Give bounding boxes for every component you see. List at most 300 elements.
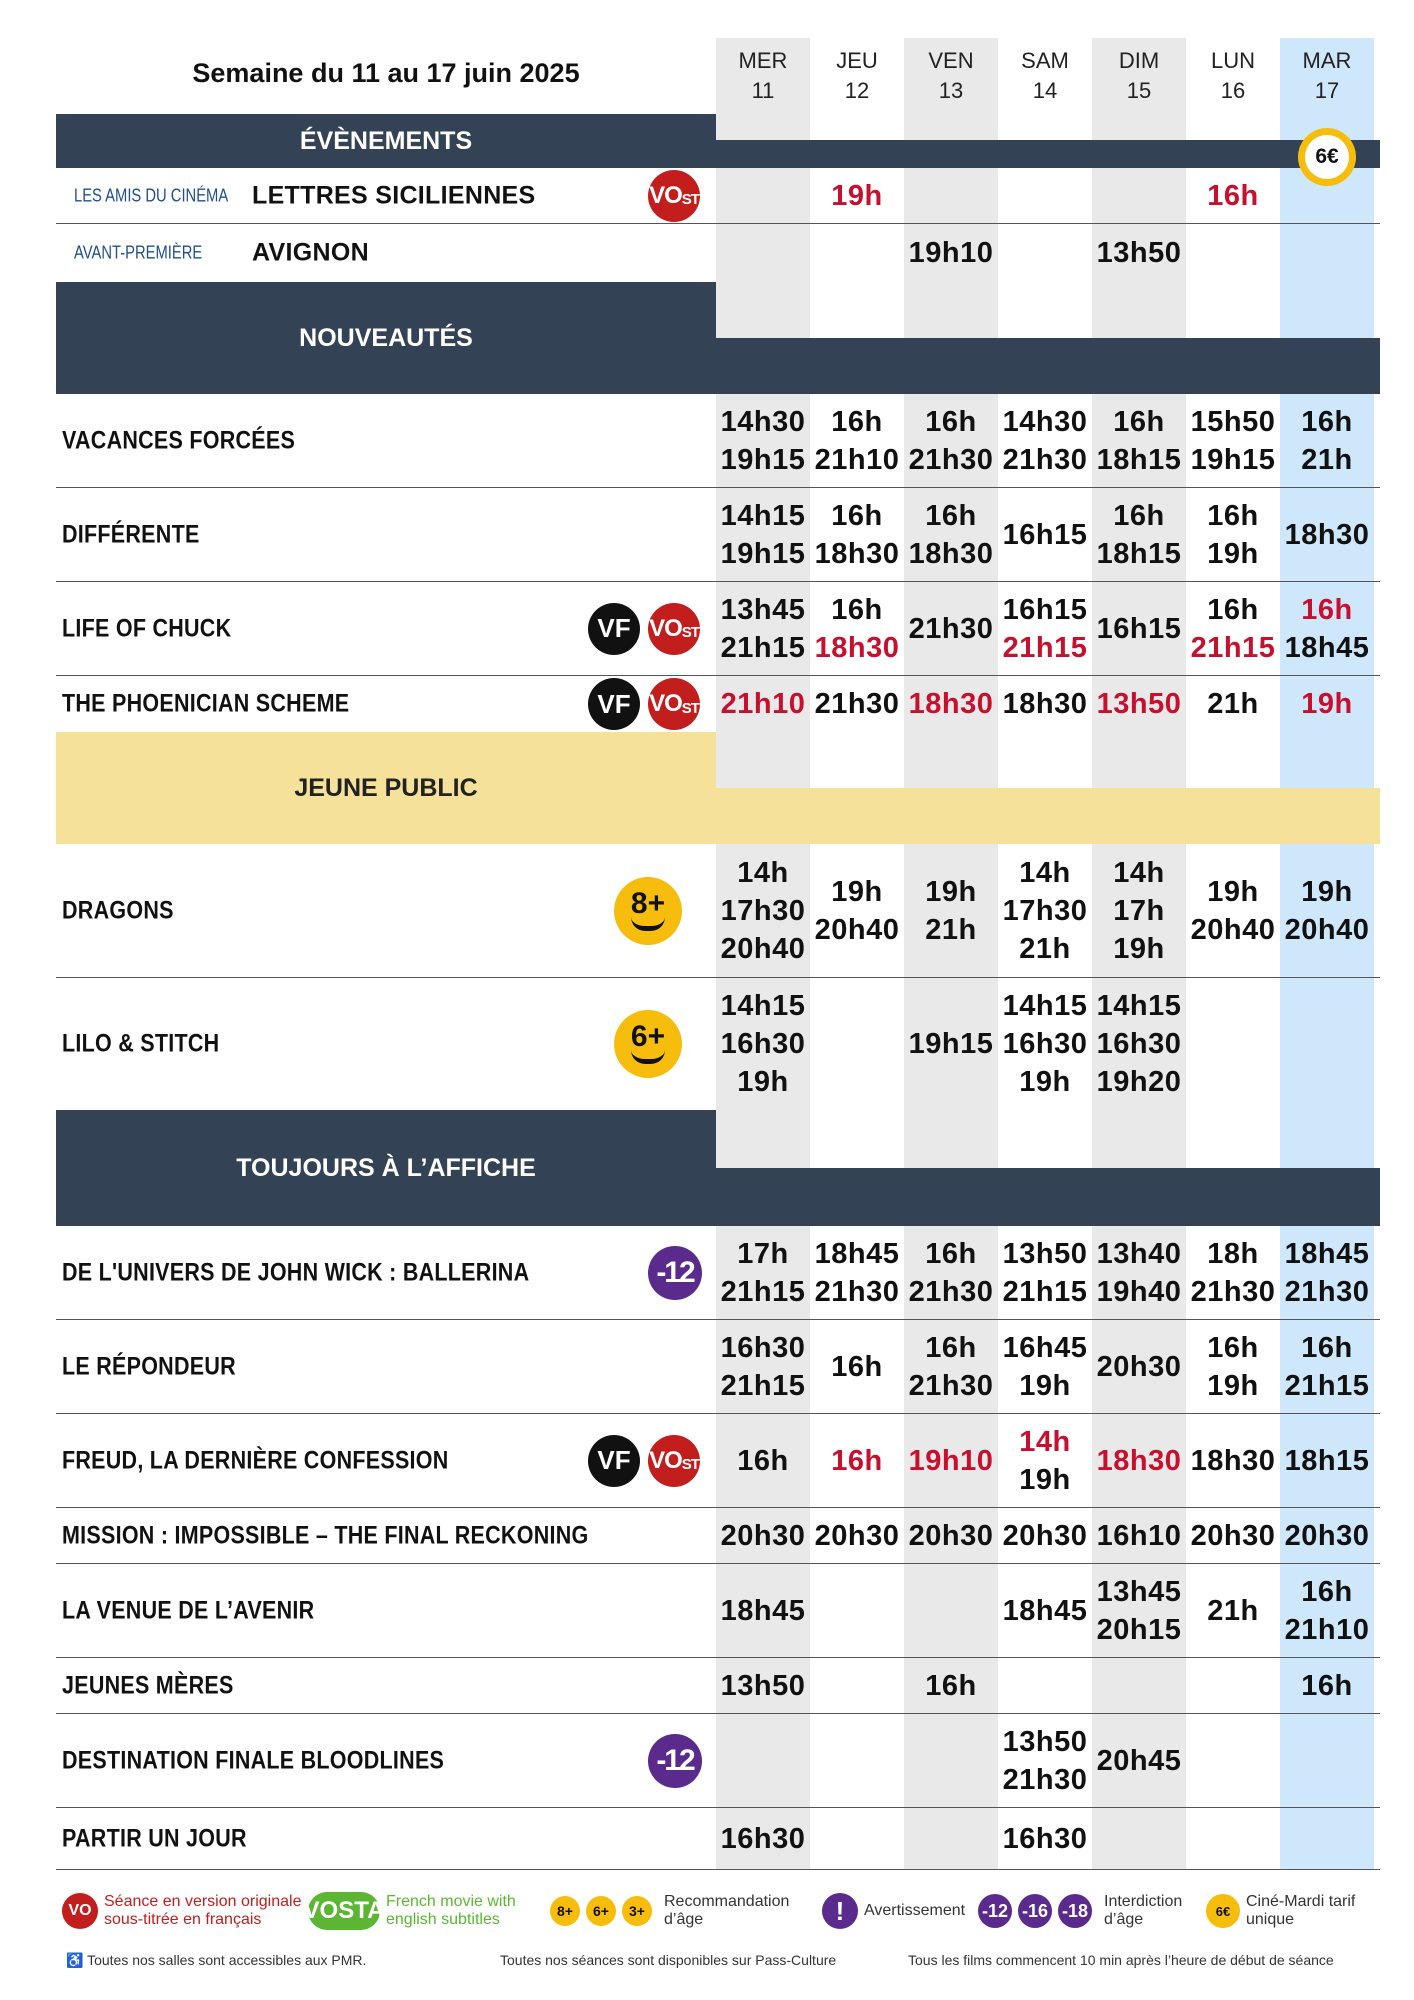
showtime[interactable]: 16h: [925, 405, 977, 438]
showtime-cell: [1186, 978, 1280, 1110]
legend-warning: ! Avertissement: [822, 1888, 965, 1934]
showtime[interactable]: 19h10: [908, 237, 994, 269]
showtime[interactable]: 21h: [1207, 688, 1259, 720]
film-row-freud[interactable]: [56, 1414, 1380, 1508]
showtime[interactable]: 16h: [831, 1444, 883, 1477]
showtime[interactable]: 18h30: [814, 631, 900, 664]
film-row-avignon[interactable]: [56, 224, 1380, 282]
showtime-cell[interactable]: [1280, 844, 1374, 977]
age-3-icon: 3+: [622, 1896, 652, 1926]
showtime-cell[interactable]: [1186, 1564, 1280, 1657]
showtime-cell[interactable]: [904, 844, 998, 977]
showtime-cell[interactable]: [998, 582, 1092, 675]
showtime-cell: [998, 168, 1092, 223]
showtime[interactable]: 20h40: [1284, 913, 1370, 946]
showtime[interactable]: 16h15: [1002, 593, 1088, 626]
showtime[interactable]: 14h15: [1096, 990, 1182, 1022]
showtime[interactable]: 16h: [1113, 499, 1165, 532]
showtime-cell[interactable]: [1186, 582, 1280, 675]
showtime-cell[interactable]: [716, 1320, 810, 1413]
minus-12-icon: -12: [978, 1894, 1012, 1928]
showtime-cell[interactable]: [1092, 844, 1186, 977]
showtime-cell[interactable]: [716, 1808, 810, 1869]
section-new-band: [716, 338, 1380, 394]
showtime[interactable]: 14h30: [1002, 405, 1088, 438]
showtime-cell[interactable]: [810, 1320, 904, 1413]
showtime[interactable]: 19h: [1019, 1369, 1071, 1402]
showtime-cell[interactable]: [904, 1320, 998, 1413]
showtime[interactable]: 21h30: [908, 1369, 994, 1402]
showtime[interactable]: 19h10: [908, 1444, 994, 1477]
showtime-cell[interactable]: [716, 1226, 810, 1319]
film-row-ballerina[interactable]: [56, 1226, 1380, 1320]
showtime-cell[interactable]: [716, 676, 810, 732]
showtime-cell: [810, 224, 904, 282]
showtime[interactable]: 20h30: [720, 1519, 806, 1552]
film-row-phoenician-scheme[interactable]: [56, 676, 1380, 732]
showtime-cell[interactable]: [1092, 394, 1186, 487]
showtime[interactable]: 13h50: [1096, 688, 1182, 720]
showtime-cell[interactable]: [1280, 1508, 1374, 1563]
showtime[interactable]: 18h45: [814, 1237, 900, 1270]
showtime-cell[interactable]: [716, 844, 810, 977]
showtime[interactable]: 20h30: [1190, 1519, 1276, 1552]
showtime[interactable]: 18h15: [1284, 1444, 1370, 1477]
showtime[interactable]: 16h: [1301, 405, 1353, 438]
showtime[interactable]: 18h45: [1002, 1594, 1088, 1627]
showtime-cell[interactable]: [810, 168, 904, 223]
showtime-cell: [998, 1658, 1092, 1713]
showtime-cell[interactable]: [1280, 1658, 1374, 1713]
showtime-cell[interactable]: [716, 488, 810, 581]
showtime[interactable]: 16h: [831, 593, 883, 626]
minus-18-icon: -18: [1058, 1894, 1092, 1928]
showtime[interactable]: 20h30: [1284, 1519, 1370, 1552]
showtime[interactable]: 16h: [831, 405, 883, 438]
showtime-cell[interactable]: [1186, 394, 1280, 487]
minus-12-icon: -12: [648, 1246, 702, 1300]
day-header-sat: SAM 14: [1021, 48, 1069, 103]
showtime-cell[interactable]: [904, 394, 998, 487]
showtime-cell[interactable]: [904, 224, 998, 282]
showtime[interactable]: 20h15: [1096, 1613, 1182, 1646]
showtime-cell: [1186, 224, 1280, 282]
showtime-cell[interactable]: [904, 978, 998, 1110]
film-title: AVIGNON: [252, 238, 369, 267]
showtime[interactable]: 16h10: [1096, 1519, 1182, 1552]
film-title: LIFE OF CHUCK: [62, 614, 232, 642]
section-events: ÉVÈNEMENTS: [56, 114, 716, 168]
showtime-cell[interactable]: [904, 582, 998, 675]
cine-mardi-price-badge: 6€: [1298, 128, 1356, 186]
showtime[interactable]: 16h30: [720, 1822, 806, 1855]
showtime-cell[interactable]: [1280, 1414, 1374, 1507]
section-events-band: [716, 140, 1380, 168]
section-new: NOUVEAUTÉS: [56, 282, 716, 394]
showtime[interactable]: 16h30: [1096, 1028, 1182, 1060]
film-row-life-of-chuck[interactable]: [56, 582, 1380, 676]
showtime-cell[interactable]: [716, 1414, 810, 1507]
showtime-cell[interactable]: [998, 394, 1092, 487]
film-row-differente[interactable]: [56, 488, 1380, 582]
showtime[interactable]: 14h: [1019, 1425, 1071, 1458]
showtime[interactable]: 16h15: [1002, 518, 1088, 551]
showtime[interactable]: 21h10: [1284, 1613, 1370, 1646]
showtime[interactable]: 13h50: [1002, 1725, 1088, 1758]
showtime-cell[interactable]: [1280, 1564, 1374, 1657]
showtime[interactable]: 20h45: [1096, 1744, 1182, 1777]
showtime-cell[interactable]: [716, 978, 810, 1110]
showtime[interactable]: 16h: [831, 1350, 883, 1383]
film-row-lettres-siciliennes[interactable]: [56, 168, 1380, 224]
minus-12-icon: -12: [648, 1734, 702, 1788]
legend-vost: VO Séance en version originale sous-titrée en français: [62, 1888, 310, 1934]
showtime-cell[interactable]: [1092, 582, 1186, 675]
showtime-cell[interactable]: [716, 1564, 810, 1657]
section-still: TOUJOURS À L’AFFICHE: [56, 1110, 716, 1226]
showtime[interactable]: 21h: [1301, 443, 1353, 476]
showtime-cell: [716, 168, 810, 223]
day-header-tue: MAR 17: [1302, 48, 1352, 103]
showtime-cell[interactable]: [810, 844, 904, 977]
showtime[interactable]: 14h: [1113, 856, 1165, 889]
showtime-cell[interactable]: [998, 1508, 1092, 1563]
showtime[interactable]: 21h30: [814, 1275, 900, 1308]
legend-vosta: VOSTA French movie with english subtitles: [303, 1893, 516, 1928]
showtime[interactable]: 17h30: [720, 894, 806, 927]
showtime[interactable]: 21h30: [1284, 1275, 1370, 1308]
film-row-jeunes-meres[interactable]: [56, 1658, 1380, 1714]
showtime-cell[interactable]: [904, 1226, 998, 1319]
showtime-cell[interactable]: [810, 488, 904, 581]
showtime[interactable]: 19h15: [720, 537, 806, 570]
day-header-thu: JEU 12: [836, 48, 878, 103]
week-title: Semaine du 11 au 17 juin 2025: [192, 58, 580, 88]
showtime[interactable]: 16h: [1207, 1331, 1259, 1364]
vost-icon: VO ST: [648, 170, 700, 222]
showtime[interactable]: 21h30: [1002, 1763, 1088, 1796]
footer-start-note: Tous les films commencent 10 min après l’heure de début de séance: [908, 1952, 1334, 1968]
showtime[interactable]: 18h30: [814, 537, 900, 570]
showtime[interactable]: 18h30: [1284, 518, 1370, 551]
showtime-cell[interactable]: [904, 1414, 998, 1507]
showtime[interactable]: 13h45: [1096, 1575, 1182, 1608]
showtime[interactable]: 20h30: [1002, 1519, 1088, 1552]
showtime-cell[interactable]: [998, 1714, 1092, 1807]
showtime[interactable]: 16h: [1301, 1331, 1353, 1364]
showtime[interactable]: 21h: [1019, 932, 1071, 965]
showtime[interactable]: 18h30: [1002, 688, 1088, 720]
showtime[interactable]: 21h: [925, 913, 977, 946]
showtime-cell: [904, 1808, 998, 1869]
showtime-cell[interactable]: [716, 394, 810, 487]
film-title: VACANCES FORCÉES: [62, 426, 296, 454]
showtime-cell[interactable]: [1280, 488, 1374, 581]
showtime[interactable]: 16h: [831, 499, 883, 532]
showtime[interactable]: 16h: [1207, 499, 1259, 532]
showtime[interactable]: 18h30: [1190, 1444, 1276, 1477]
showtime[interactable]: 16h15: [1096, 612, 1182, 645]
showtime-cell[interactable]: [716, 1658, 810, 1713]
film-row-la-venue-de-l-avenir[interactable]: [56, 1564, 1380, 1658]
showtime[interactable]: 16h30: [1002, 1822, 1088, 1855]
showtime[interactable]: 19h: [1207, 875, 1259, 908]
showtime[interactable]: 21h30: [814, 688, 900, 720]
film-title: DRAGONS: [62, 896, 174, 924]
showtime[interactable]: 20h40: [720, 932, 806, 965]
showtime[interactable]: 19h40: [1096, 1275, 1182, 1308]
showtime[interactable]: 18h45: [720, 1594, 806, 1627]
showtime[interactable]: 18h45: [1284, 631, 1370, 664]
showtime-cell[interactable]: [810, 1508, 904, 1563]
showtime-cell[interactable]: [904, 1508, 998, 1563]
showtime[interactable]: 16h: [925, 1331, 977, 1364]
showtime[interactable]: 16h: [925, 499, 977, 532]
showtime-cell[interactable]: [1092, 488, 1186, 581]
showtime-cell[interactable]: [810, 1414, 904, 1507]
film-title: DESTINATION FINALE BLOODLINES: [62, 1746, 445, 1774]
showtime[interactable]: 16h: [1301, 1575, 1353, 1608]
showtime[interactable]: 16h: [1301, 593, 1353, 626]
showtime[interactable]: 19h: [1019, 1463, 1071, 1496]
showtime-cell[interactable]: [998, 1808, 1092, 1869]
film-row-vacances-forcees[interactable]: [56, 394, 1380, 488]
showtime-cell: [1186, 1808, 1280, 1869]
showtime[interactable]: 19h15: [908, 1028, 994, 1060]
showtime-cell[interactable]: [1186, 168, 1280, 223]
showtime-cell[interactable]: [1280, 1320, 1374, 1413]
showtime-cell[interactable]: [1280, 394, 1374, 487]
showtime[interactable]: 13h50: [720, 1669, 806, 1702]
showtime[interactable]: 21h15: [720, 1369, 806, 1402]
showtime-cell[interactable]: [1280, 676, 1374, 732]
showtime-cell: [810, 978, 904, 1110]
vosta-icon: VOSTA: [308, 1892, 380, 1930]
showtime-cell[interactable]: [716, 582, 810, 675]
showtime[interactable]: 16h: [737, 1444, 789, 1477]
showtime-cell[interactable]: [1186, 1508, 1280, 1563]
showtime-cell[interactable]: [716, 1508, 810, 1563]
showtime[interactable]: 15h50: [1190, 405, 1276, 438]
showtime[interactable]: 16h: [1207, 179, 1259, 212]
film-row-destination-finale[interactable]: [56, 1714, 1380, 1808]
showtime-cell[interactable]: [904, 488, 998, 581]
showtime[interactable]: 20h30: [814, 1519, 900, 1552]
showtime[interactable]: 13h45: [720, 593, 806, 626]
showtime-cell[interactable]: [1186, 488, 1280, 581]
showtime[interactable]: 19h: [1019, 1066, 1071, 1098]
showtime-cell: [810, 1714, 904, 1807]
showtime-cell[interactable]: [810, 1226, 904, 1319]
showtime[interactable]: 19h: [1301, 688, 1353, 720]
day-header-wed: MER 11: [738, 48, 788, 103]
showtime-cell[interactable]: [1092, 676, 1186, 732]
showtime-cell[interactable]: [1186, 1320, 1280, 1413]
showtime[interactable]: 16h30: [720, 1331, 806, 1364]
showtime[interactable]: 17h30: [1002, 894, 1088, 927]
film-row-lilo-stitch[interactable]: [56, 978, 1380, 1110]
showtime[interactable]: 14h: [1019, 856, 1071, 889]
showtime-cell: [1186, 1714, 1280, 1807]
section-young: JEUNE PUBLIC: [56, 732, 716, 844]
showtime-cell: [1280, 168, 1374, 223]
showtime[interactable]: 16h30: [1002, 1028, 1088, 1060]
showtime[interactable]: 21h30: [908, 1275, 994, 1308]
showtime-cell[interactable]: [1092, 1508, 1186, 1563]
film-tag: AVANT-PREMIÈRE: [74, 242, 203, 263]
showtime-cell[interactable]: [904, 1658, 998, 1713]
showtime[interactable]: 19h: [925, 875, 977, 908]
age-6-icon: 6+: [614, 1010, 682, 1078]
showtime[interactable]: 19h: [831, 875, 883, 908]
showtime[interactable]: 16h: [925, 1237, 977, 1270]
showtime-cell[interactable]: [1280, 1226, 1374, 1319]
showtime-cell[interactable]: [1092, 224, 1186, 282]
showtime[interactable]: 19h20: [1096, 1066, 1182, 1098]
showtime[interactable]: 16h30: [720, 1028, 806, 1060]
showtime-cell[interactable]: [810, 676, 904, 732]
showtime[interactable]: 19h15: [1190, 443, 1276, 476]
film-title: LILO & STITCH: [62, 1029, 220, 1058]
showtime-cell[interactable]: [1092, 1414, 1186, 1507]
showtime-cell[interactable]: [1092, 1564, 1186, 1657]
showtime-cell[interactable]: [998, 1564, 1092, 1657]
showtime[interactable]: 21h30: [908, 443, 994, 476]
day-header-mon: LUN 16: [1210, 48, 1255, 103]
showtime-cell[interactable]: [998, 978, 1092, 1110]
showtime[interactable]: 13h50: [1096, 237, 1182, 269]
showtime[interactable]: 21h10: [814, 443, 900, 476]
six-euro-icon: 6€: [1206, 1894, 1240, 1928]
showtime[interactable]: 14h15: [720, 499, 806, 532]
vost-icon: VO ST: [648, 603, 700, 655]
showtime[interactable]: 14h15: [1002, 990, 1088, 1022]
showtime-cell: [998, 224, 1092, 282]
showtime[interactable]: 17h: [1113, 894, 1165, 927]
showtime[interactable]: 14h30: [720, 405, 806, 438]
showtime[interactable]: 21h10: [720, 688, 806, 720]
vost-icon: VO ST: [648, 678, 700, 730]
showtime-cell[interactable]: [998, 676, 1092, 732]
showtime-cell[interactable]: [998, 1320, 1092, 1413]
age-8-icon: 8+: [614, 877, 682, 945]
showtime-cell: [1280, 1808, 1374, 1869]
showtime-cell: [810, 1808, 904, 1869]
showtime[interactable]: 16h: [925, 1669, 977, 1702]
vost-icon: VO: [62, 1893, 98, 1929]
day-header-fri: VEN 13: [928, 48, 974, 103]
showtime[interactable]: 14h: [737, 856, 789, 889]
showtime[interactable]: 19h: [1207, 537, 1259, 570]
showtime[interactable]: 18h30: [1096, 1444, 1182, 1477]
showtime-cell[interactable]: [1092, 1320, 1186, 1413]
showtime-cell[interactable]: [1092, 1714, 1186, 1807]
film-title: PARTIR UN JOUR: [62, 1824, 247, 1852]
showtime[interactable]: 20h30: [908, 1519, 994, 1552]
showtime[interactable]: 21h30: [1002, 443, 1088, 476]
showtime[interactable]: 19h: [1113, 932, 1165, 965]
showtime[interactable]: 20h40: [814, 913, 900, 946]
showtime[interactable]: 19h: [1207, 1369, 1259, 1402]
showtime-cell: [1186, 1658, 1280, 1713]
showtime[interactable]: 18h: [1207, 1237, 1259, 1270]
showtime[interactable]: 18h45: [1284, 1237, 1370, 1270]
showtime[interactable]: 16h: [1301, 1669, 1353, 1702]
showtime[interactable]: 20h30: [1096, 1350, 1182, 1383]
showtime-cell[interactable]: [998, 1226, 1092, 1319]
showtime[interactable]: 21h15: [720, 1275, 806, 1308]
showtime[interactable]: 18h15: [1096, 443, 1182, 476]
showtime-cell: [1280, 224, 1374, 282]
warning-icon: !: [822, 1893, 858, 1929]
film-title: MISSION : IMPOSSIBLE – THE FINAL RECKONING: [62, 1521, 589, 1549]
showtime[interactable]: 21h30: [908, 612, 994, 645]
film-title: LETTRES SICILIENNES: [252, 181, 536, 209]
showtime[interactable]: 21h: [1207, 1594, 1259, 1627]
showtime[interactable]: 19h: [737, 1066, 789, 1098]
showtime[interactable]: 16h45: [1002, 1331, 1088, 1364]
showtime-cell[interactable]: [1092, 978, 1186, 1110]
showtime-cell: [810, 1658, 904, 1713]
showtime-cell: [1280, 978, 1374, 1110]
showtime[interactable]: 20h40: [1190, 913, 1276, 946]
showtime-cell[interactable]: [1280, 582, 1374, 675]
showtime[interactable]: 21h15: [1190, 631, 1276, 664]
showtime-cell[interactable]: [810, 394, 904, 487]
showtime[interactable]: 19h15: [720, 443, 806, 476]
showtime-cell: [1092, 1808, 1186, 1869]
showtime[interactable]: 13h50: [1002, 1237, 1088, 1270]
film-row-le-repondeur[interactable]: [56, 1320, 1380, 1414]
showtime[interactable]: 21h15: [1284, 1369, 1370, 1402]
showtime-cell[interactable]: [1186, 844, 1280, 977]
vf-icon: VF: [588, 603, 640, 655]
showtime[interactable]: 18h15: [1096, 537, 1182, 570]
film-row-partir-un-jour[interactable]: [56, 1808, 1380, 1870]
showtime-cell[interactable]: [810, 582, 904, 675]
legend-age: 8+ 6+ 3+ Recommandation d’âge: [550, 1888, 800, 1934]
film-title: LA VENUE DE L’AVENIR: [62, 1596, 315, 1624]
showtime-cell[interactable]: [1186, 1226, 1280, 1319]
showtime-cell[interactable]: [1186, 1414, 1280, 1507]
showtime[interactable]: 21h30: [1190, 1275, 1276, 1308]
showtime[interactable]: 21h15: [1002, 631, 1088, 664]
showtime[interactable]: 14h15: [720, 990, 806, 1022]
footer-pmr: ♿ Toutes nos salles sont accessibles aux PMR.: [66, 1952, 367, 1968]
showtime[interactable]: 17h: [737, 1237, 789, 1270]
showtime-cell[interactable]: [998, 1414, 1092, 1507]
showtime-cell: [1092, 168, 1186, 223]
showtime[interactable]: 16h: [1207, 593, 1259, 626]
showtime[interactable]: 13h40: [1096, 1237, 1182, 1270]
showtime-cell[interactable]: [1092, 1226, 1186, 1319]
showtime-cell[interactable]: [1186, 676, 1280, 732]
showtime-cell[interactable]: [998, 844, 1092, 977]
film-row-mission-impossible[interactable]: [56, 1508, 1380, 1564]
showtime[interactable]: 19h: [831, 179, 883, 212]
showtime[interactable]: 16h: [1113, 405, 1165, 438]
showtime[interactable]: 18h30: [908, 688, 994, 720]
showtime[interactable]: 19h: [1301, 875, 1353, 908]
film-title: FREUD, LA DERNIÈRE CONFESSION: [62, 1446, 449, 1474]
film-row-dragons[interactable]: [56, 844, 1380, 978]
showtime-cell: [1092, 1658, 1186, 1713]
showtime[interactable]: 21h15: [720, 631, 806, 664]
showtime-cell[interactable]: [998, 488, 1092, 581]
showtime-cell[interactable]: [904, 676, 998, 732]
showtime[interactable]: 18h30: [908, 537, 994, 570]
showtime[interactable]: 21h15: [1002, 1275, 1088, 1308]
